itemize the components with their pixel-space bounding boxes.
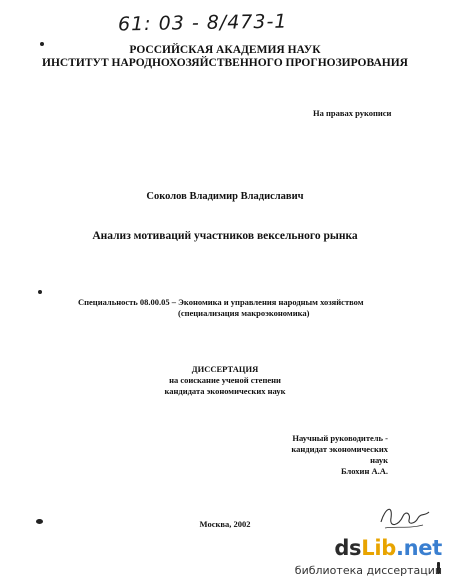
scan-speck xyxy=(36,519,43,524)
institution-line-1: РОССИЙСКАЯ АКАДЕМИЯ НАУК xyxy=(129,44,321,56)
dslib-watermark-caption: библиотека диссертаций xyxy=(294,564,442,577)
scan-speck xyxy=(40,42,44,46)
city-year: Москва, 2002 xyxy=(199,519,251,529)
rights-note: На правах рукописи xyxy=(313,108,392,118)
dissertation-title: Анализ мотиваций участников вексельного рынка xyxy=(92,230,358,242)
institution-line-2: ИНСТИТУТ НАРОДНОХОЗЯЙСТВЕННОГО ПРОГНОЗИРОВАНИЯ xyxy=(42,57,408,69)
logo-part-ds: ds xyxy=(334,536,362,560)
supervisor-line-1: Научный руководитель - xyxy=(292,433,388,443)
logo-part-lib: Lib xyxy=(361,536,396,560)
logo-part-net: .net xyxy=(395,536,442,560)
scan-speck xyxy=(38,290,42,294)
specialty-block xyxy=(78,297,408,319)
degree-block xyxy=(0,364,450,397)
specialty-line-2: (специализация макроэкономика) xyxy=(178,308,310,318)
supervisor-line-3: Блохин А.А. xyxy=(340,466,388,476)
author-name: Соколов Владимир Владиславич xyxy=(146,191,304,202)
institution-header xyxy=(40,44,410,70)
supervisor-block xyxy=(278,433,388,477)
specialty-line-1: Специальность 08.00.05 – Экономика и управления народным хозяйством xyxy=(78,297,364,307)
degree-heading: ДИССЕРТАЦИЯ xyxy=(191,364,259,374)
supervisor-line-2: кандидат экономических наук xyxy=(291,444,388,465)
degree-line-2: на соискание ученой степени xyxy=(169,375,281,385)
handwritten-catalog-code: 61: 03 - 8/473-1 xyxy=(117,10,288,36)
signature-scribble xyxy=(375,498,433,534)
degree-line-3: кандидата экономических наук xyxy=(164,386,286,396)
dslib-watermark-logo xyxy=(334,536,442,560)
